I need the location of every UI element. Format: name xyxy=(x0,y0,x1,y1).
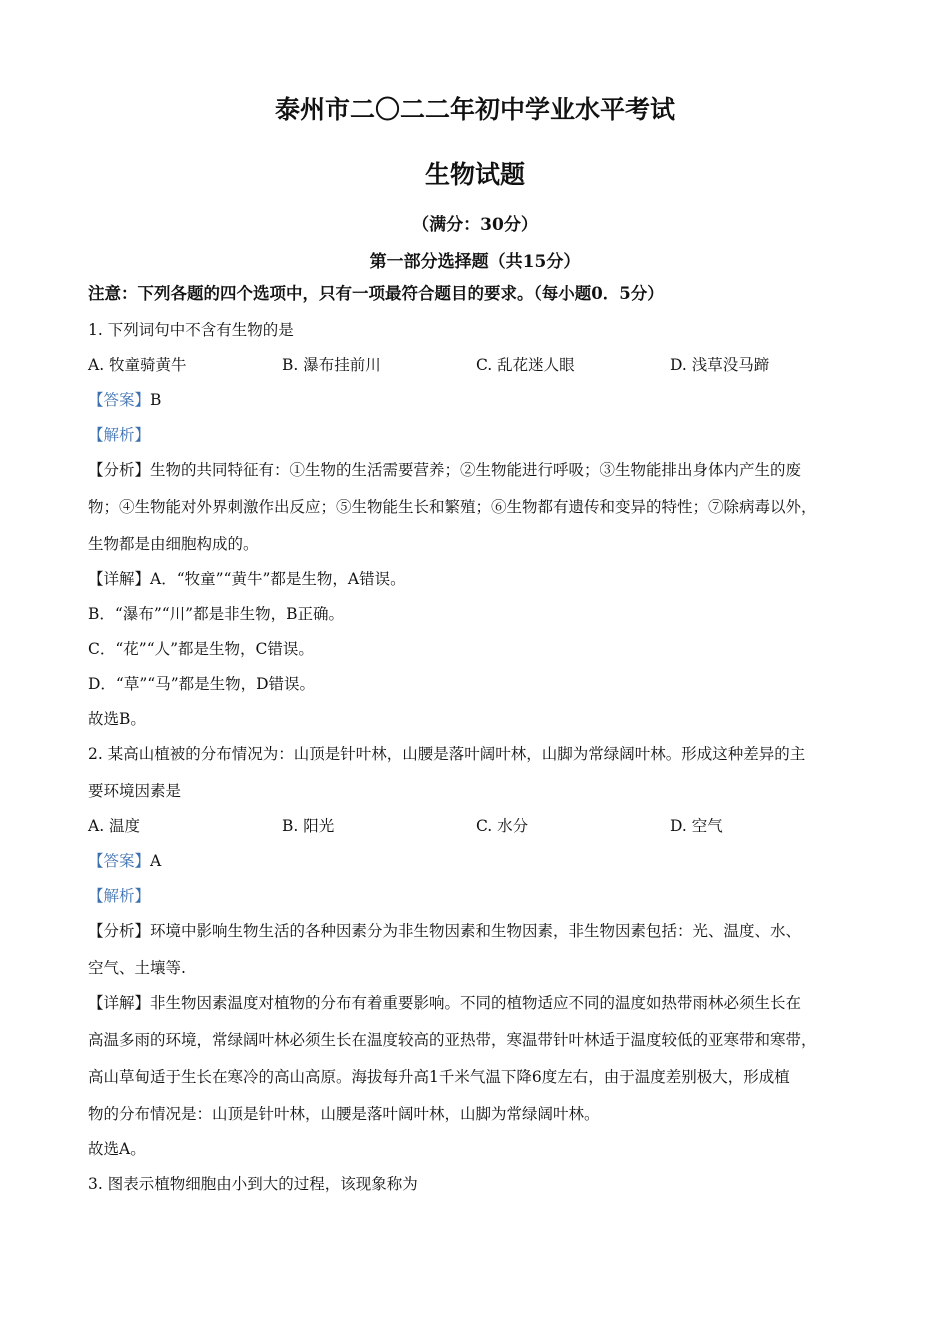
q2-analysis-line: 【分析】环境中影响生物生活的各种因素分为非生物因素和生物因素，非生物因素包括：光、温度、水、 xyxy=(88,922,802,940)
exam-title: 泰州市二〇二二年初中学业水平考试 xyxy=(274,95,675,124)
q1-jiexi: 【解析】 xyxy=(88,426,151,444)
q2-jiexi: 【解析】 xyxy=(88,887,151,905)
full-score: （满分：30分） xyxy=(412,215,538,235)
q1-answer xyxy=(88,390,868,410)
exam-subtitle: 生物试题 xyxy=(424,160,525,189)
q2-detail-line: 【详解】非生物因素温度对植物的分布有着重要影响。不同的植物适应不同的温度如热带雨林必须生长在 xyxy=(88,994,802,1012)
q1-detail-line: D．“草”“马”都是生物，D错误。 xyxy=(88,675,316,693)
q2-answer-value: A xyxy=(150,852,162,870)
q2-option-b: B. 阳光 xyxy=(282,817,335,835)
q1-detail-line: 【详解】A．“牧童”“黄牛”都是生物，A错误。 xyxy=(88,570,406,588)
q1-answer-value: B xyxy=(150,391,162,409)
q2-conclusion: 故选A。 xyxy=(88,1140,146,1158)
q1-conclusion: 故选B。 xyxy=(88,710,146,728)
q2-detail-line: 高山草甸适于生长在寒冷的高山高原。海拔每升高1千米气温下降6度左右，由于温度差别极大，形成植 xyxy=(88,1068,790,1086)
q1-option-a: A. 牧童骑黄牛 xyxy=(88,356,187,374)
q2-detail-line: 高温多雨的环境，常绿阔叶林必须生长在温度较高的亚热带，寒温带针叶林适于温度较低的亚寒带和寒带， xyxy=(88,1031,817,1049)
q2-detail-line: 物的分布情况是：山顶是针叶林，山腰是落叶阔叶林，山脚为常绿阔叶林。 xyxy=(88,1105,600,1123)
q2-answer xyxy=(88,851,868,871)
notice: 注意：下列各题的四个选项中，只有一项最符合题目的要求。（每小题0．5分） xyxy=(88,284,664,303)
q1-detail-line: C．“花”“人”都是生物，C错误。 xyxy=(88,640,314,658)
q1-analysis-line: 物；④生物能对外界刺激作出反应；⑤生物能生长和繁殖；⑥生物都有遗传和变异的特性；⑦除病毒以外， xyxy=(88,498,817,516)
q1-analysis-line: 生物都是由细胞构成的。 xyxy=(88,535,259,553)
q1-detail-line: B．“瀑布”“川”都是非生物，B正确。 xyxy=(88,605,344,623)
q2-option-a: A. 温度 xyxy=(88,817,141,835)
part-heading: 第一部分选择题（共15分） xyxy=(369,252,581,272)
q2-answer-label: 【答案】 xyxy=(88,852,151,870)
q1-option-d: D. 浅草没马蹄 xyxy=(670,356,770,374)
q2-option-c: C. 水分 xyxy=(476,817,529,835)
q1-stem: 1. 下列词句中不含有生物的是 xyxy=(88,321,294,339)
q3-stem: 3. 图表示植物细胞由小到大的过程，该现象称为 xyxy=(88,1175,418,1193)
q2-stem-line: 2. 某高山植被的分布情况为：山顶是针叶林，山腰是落叶阔叶林，山脚为常绿阔叶林。形成这种差异的主 xyxy=(88,745,806,763)
q1-analysis-line: 【分析】生物的共同特征有：①生物的生活需要营养；②生物能进行呼吸；③生物能排出身体内产生的废 xyxy=(88,461,802,479)
q2-analysis-line: 空气、土壤等. xyxy=(88,959,186,977)
q1-option-c: C. 乱花迷人眼 xyxy=(476,356,575,374)
q2-option-d: D. 空气 xyxy=(670,817,723,835)
q2-stem-line: 要环境因素是 xyxy=(88,782,182,800)
q1-answer-label: 【答案】 xyxy=(88,391,151,409)
q1-option-b: B. 瀑布挂前川 xyxy=(282,356,381,374)
